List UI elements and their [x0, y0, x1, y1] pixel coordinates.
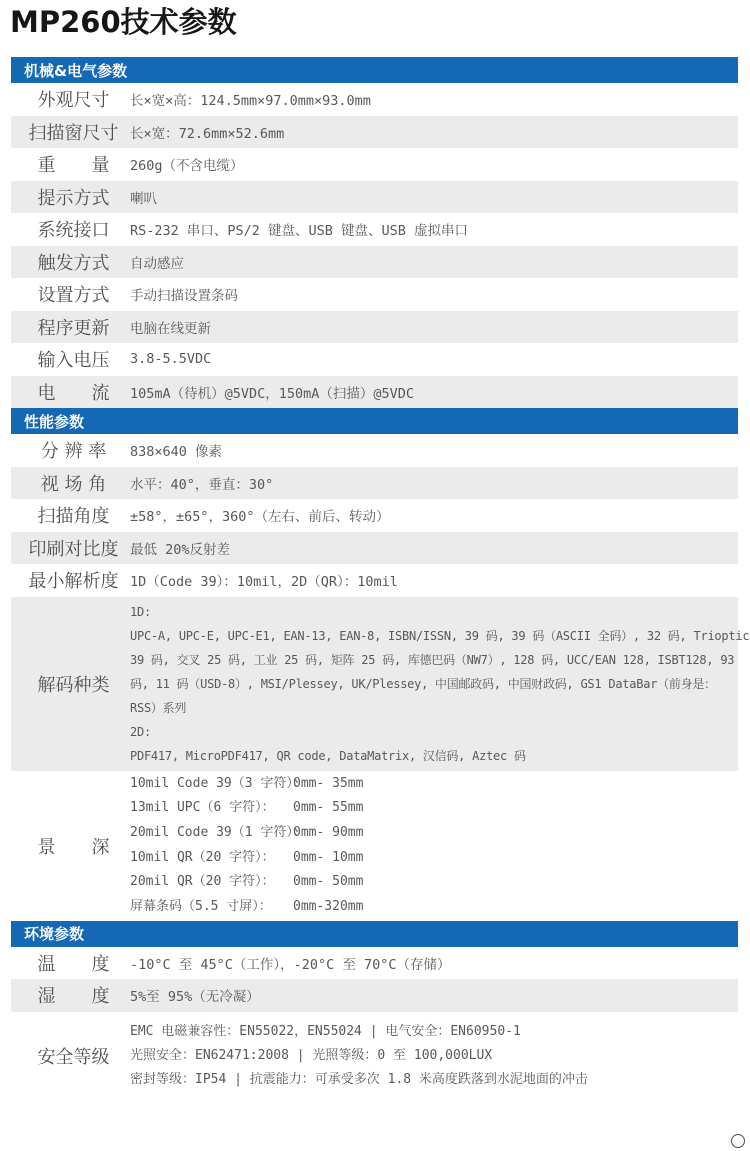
table-row	[11, 278, 738, 311]
spec-value: 长×宽×高：124.5mm×97.0mm×93.0mm	[130, 93, 371, 110]
spec-value: 自动感应	[130, 255, 184, 272]
spec-label: 景 深	[37, 836, 110, 858]
dof-range: 0mm- 90mm	[293, 824, 364, 840]
dof-name: 20mil Code 39（1 字符）：	[130, 824, 306, 840]
dof-range: 0mm- 55mm	[293, 800, 364, 816]
decode-line: 2D:	[130, 724, 151, 739]
dof-item	[130, 846, 738, 871]
spec-label: 印刷对比度	[28, 538, 119, 560]
spec-label: 程序更新	[37, 317, 110, 339]
dof-range: 0mm- 50mm	[293, 874, 364, 890]
dof-name: 屏幕条码（5.5 寸屏）：	[130, 898, 272, 914]
dof-range: 0mm-320mm	[293, 898, 364, 914]
table-row	[11, 947, 738, 980]
table-row	[11, 376, 738, 409]
dof-name: 10mil QR（20 字符）：	[130, 849, 275, 865]
section-header-mechanical-electrical: 机械&电气参数	[11, 57, 738, 83]
dof-item	[130, 895, 738, 920]
table-row-depth-of-field	[11, 771, 738, 921]
spec-value: 1D（Code 39）：10mil，2D（QR）：10mil	[130, 574, 398, 591]
table-row	[11, 83, 738, 116]
table-row	[11, 213, 738, 246]
dof-item	[130, 796, 738, 821]
spec-table	[11, 57, 750, 1100]
spec-label: 系统接口	[37, 220, 110, 242]
spec-value: 260g（不含电缆）	[130, 158, 244, 175]
spec-label: 温 度	[37, 953, 110, 975]
spec-label: 电 流	[37, 382, 110, 404]
dof-item	[130, 772, 738, 797]
section-header-performance: 性能参数	[11, 408, 738, 434]
spec-label: 最小解析度	[28, 571, 119, 593]
spec-label: 提示方式	[37, 187, 110, 209]
decode-line: RSS）系列	[130, 700, 187, 715]
dof-item	[130, 821, 738, 846]
dof-range: 0mm- 10mm	[293, 849, 364, 865]
spec-value: -10°C 至 45°C（工作），-20°C 至 70°C（存储）	[130, 956, 451, 973]
safety-line: 密封等级：IP54 | 抗震能力：可承受多次 1.8 米高度跌落到水泥地面的冲击	[130, 1071, 588, 1087]
decode-line: PDF417, MicroPDF417, QR code, DataMatrix, 汉信码, Aztec 码	[130, 748, 526, 763]
table-row	[11, 499, 738, 532]
spec-label: 视 场 角	[40, 473, 107, 495]
spec-label: 安全等级	[37, 1046, 110, 1068]
spec-label: 设置方式	[37, 285, 110, 307]
table-row-decode-types	[11, 597, 750, 771]
spec-value: ±58°，±65°，360°（左右、前后、转动）	[130, 509, 390, 526]
dof-name: 20mil QR（20 字符）：	[130, 874, 275, 890]
spec-value: 最低 20%反射差	[130, 541, 231, 558]
spec-value: 105mA（待机）@5VDC，150mA（扫描）@5VDC	[130, 385, 415, 402]
decode-line: UPC-A, UPC-E, UPC-E1, EAN-13, EAN-8, ISBN/ISSN, 39 码, 39 码（ASCII 全码）, 32 码, Trioptic	[130, 628, 750, 643]
decode-line: 39 码, 交叉 25 码, 工业 25 码, 矩阵 25 码, 库德巴码（NW7）, 128 码, UCC/EAN 128, ISBT128, 93	[130, 652, 735, 667]
page-title: MP260技术参数	[10, 5, 237, 39]
table-row	[11, 181, 738, 214]
table-row	[11, 979, 738, 1012]
spec-label: 输入电压	[37, 350, 110, 372]
spec-value: 喇叭	[130, 190, 157, 207]
table-row	[11, 343, 738, 376]
safety-line: 光照安全：EN62471:2008 | 光照等级：0 至 100,000LUX	[130, 1047, 493, 1063]
decode-line: 1D:	[130, 604, 151, 619]
table-row	[11, 467, 738, 500]
spec-label: 扫描窗尺寸	[28, 122, 119, 144]
dof-range: 0mm- 35mm	[293, 775, 364, 791]
spec-value: 5%至 95%（无冷凝）	[130, 989, 260, 1006]
dof-name: 10mil Code 39（3 字符）：	[130, 775, 306, 791]
spec-value: 838×640 像素	[130, 444, 223, 461]
table-row	[11, 116, 738, 149]
table-row	[11, 532, 738, 565]
table-row	[11, 564, 738, 597]
table-row	[11, 434, 738, 467]
spec-value-safety-list	[130, 1020, 738, 1092]
spec-value: 长×宽：72.6mm×52.6mm	[130, 125, 285, 142]
spec-label: 重 量	[37, 155, 110, 177]
table-row	[11, 311, 738, 344]
table-row	[11, 148, 738, 181]
table-row	[11, 246, 738, 279]
spec-label: 外观尺寸	[37, 90, 110, 112]
spec-label: 解码种类	[37, 674, 110, 696]
spec-label: 触发方式	[37, 252, 110, 274]
spec-value: 电脑在线更新	[130, 320, 211, 337]
spec-value: 水平：40°，垂直：30°	[130, 476, 274, 493]
spec-label: 分 辨 率	[40, 441, 107, 463]
decode-line: 码, 11 码（USD-8）, MSI/Plessey, UK/Plessey, 中国邮政码, 中国财政码, GS1 DataBar（前身是：	[130, 676, 716, 691]
dof-name: 13mil UPC（6 字符）：	[130, 800, 275, 816]
spec-value-dof-list	[130, 772, 738, 920]
spec-label: 扫描角度	[37, 506, 110, 528]
spec-value-decode-list	[130, 600, 749, 768]
section-header-environment: 环境参数	[11, 921, 738, 947]
spec-label: 湿 度	[37, 986, 110, 1008]
circle-mark-icon	[731, 1134, 745, 1148]
spec-value: RS-232 串口、PS/2 键盘、USB 键盘、USB 虚拟串口	[130, 223, 469, 240]
spec-value: 3.8-5.5VDC	[130, 351, 212, 368]
spec-value: 手动扫描设置条码	[130, 288, 238, 305]
dof-item	[130, 870, 738, 895]
safety-line: EMC 电磁兼容性：EN55022，EN55024 | 电气安全：EN60950-1	[130, 1023, 521, 1039]
table-row-safety-rating	[11, 1012, 738, 1100]
